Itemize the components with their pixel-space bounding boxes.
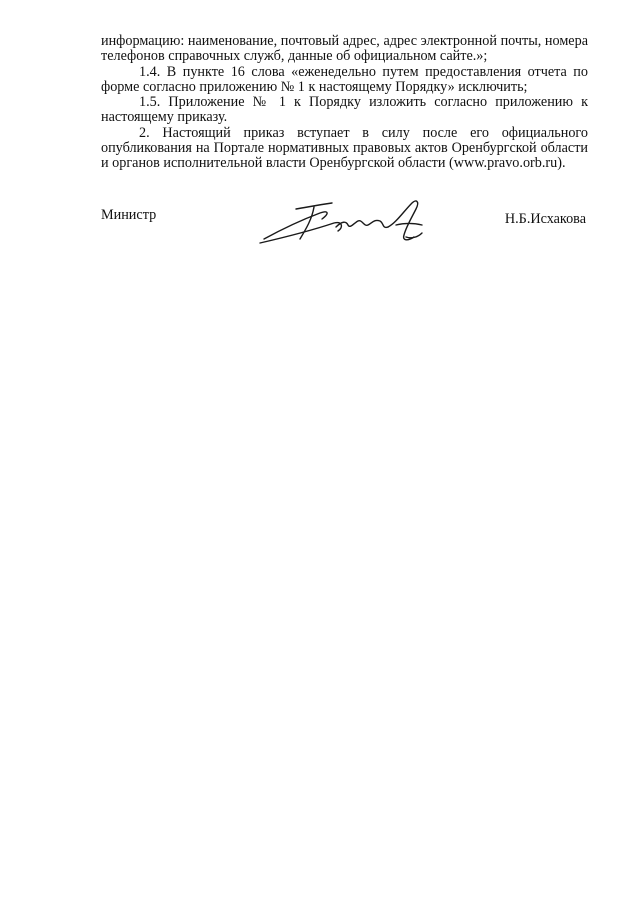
paragraph-item-1-5: 1.5. Приложение № 1 к Порядку изложить согласно приложению к настоящему приказу. xyxy=(101,94,588,126)
paragraph-item-1-4: 1.4. В пункте 16 слова «еженедельно путем предоставления отчета по форме согласно приложению № 1 к настоящему Порядку» исключить; xyxy=(101,63,588,95)
signatory-name: Н.Б.Исхакова xyxy=(504,211,586,227)
document-body xyxy=(101,34,588,172)
signature-block xyxy=(101,197,588,257)
handwritten-signature xyxy=(256,197,436,249)
paragraph-continuation: информацию: наименование, почтовый адрес, адрес электронной почты, номера телефонов справочных служб, данные об официальном сайте.»; xyxy=(101,33,588,65)
signatory-title: Министр xyxy=(101,207,157,223)
paragraph-item-2: 2. Настоящий приказ вступает в силу после его официального опубликования на Портале нормативных правовых актов Оренбургской области и органов исполнительной власти Оренбургской области (www.pravo.orb.ru). xyxy=(101,124,588,172)
